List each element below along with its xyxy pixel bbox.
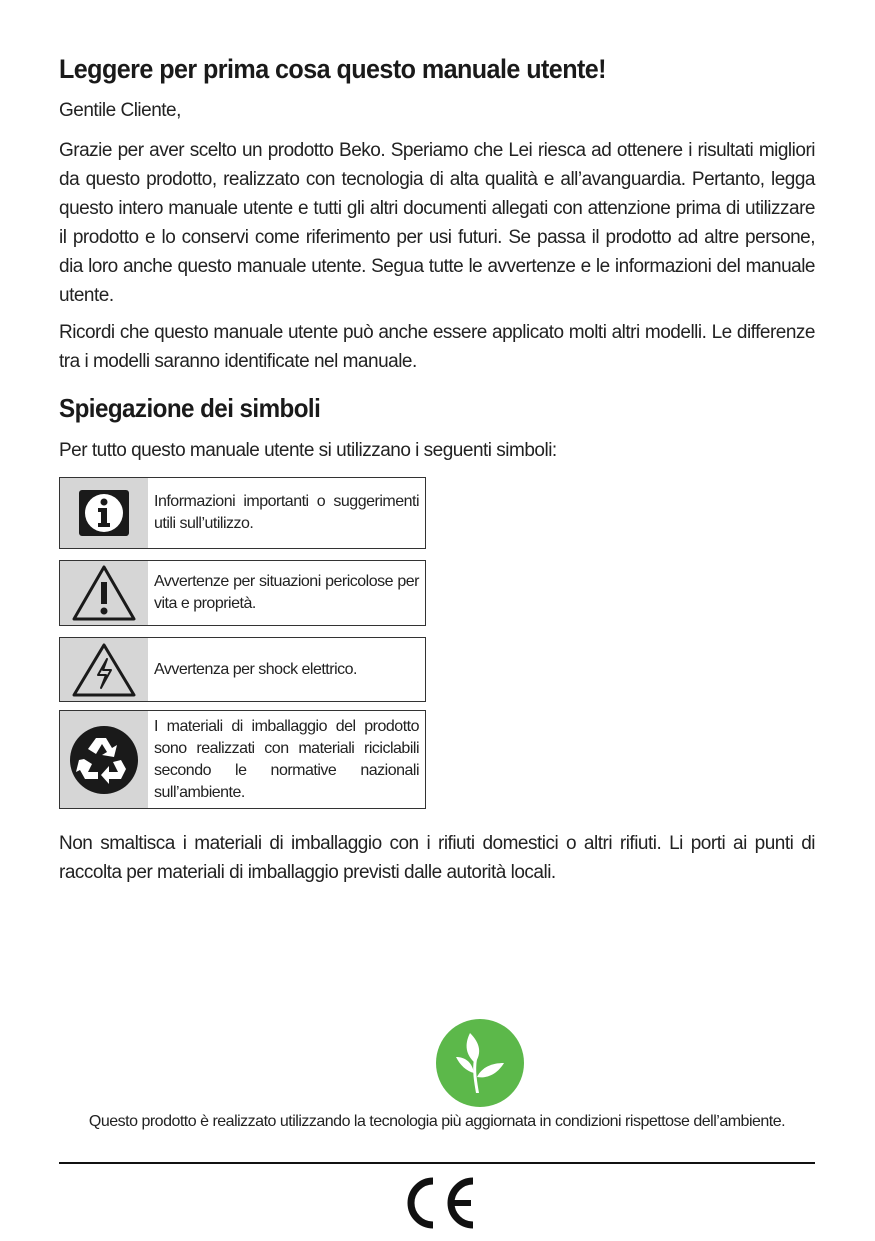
symbol-row-info xyxy=(59,477,426,549)
models-paragraph: Ricordi che questo manuale utente può anche essere applicato molti altri modelli. Le differenze tra i modelli saranno identificate nel manuale. xyxy=(59,322,815,372)
warning-symbol-description: Avvertenze per situazioni pericolose per vita e proprietà. xyxy=(154,573,419,612)
info-icon xyxy=(60,478,148,548)
warning-icon xyxy=(60,561,148,625)
info-symbol-description: Informazioni importanti o suggerimenti utili sull’utilizzo. xyxy=(154,493,419,532)
symbols-heading: Spiegazione dei simboli xyxy=(59,393,321,423)
disposal-paragraph: Non smaltisca i materiali di imballaggio con i rifiuti domestici o altri rifiuti. Li porti ai punti di raccolta per materiali di imballaggio previsti dalle autorità locali. xyxy=(59,833,815,883)
symbol-row-warning xyxy=(59,560,426,626)
symbol-row-electric xyxy=(59,637,426,702)
recycle-symbol-description: I materiali di imballaggio del prodotto sono realizzati con materiali riciclabili secondo le normative nazionali sull’ambiente. xyxy=(154,717,419,801)
symbols-intro-text: Per tutto questo manuale utente si utilizzano i seguenti simboli: xyxy=(59,440,557,461)
ce-mark-icon xyxy=(399,1175,479,1236)
symbol-row-recycle xyxy=(59,710,426,809)
electric-shock-icon xyxy=(60,638,148,701)
footer-divider xyxy=(59,1162,815,1164)
eco-note: Questo prodotto è realizzato utilizzando la tecnologia più aggiornata in condizioni rispettose dell’ambiente. xyxy=(88,1113,786,1130)
recycle-icon xyxy=(60,711,148,808)
greeting-text: Gentile Cliente, xyxy=(59,100,181,121)
intro-paragraph: Grazie per aver scelto un prodotto Beko. Speriamo che Lei riesca ad ottenere i risultati migliori da questo prodotto, realizzato con tecnologia di alta qualità e all’avanguardia. Pertanto, legga questo intero manuale utente e tutti gli altri documenti allegati con attenzione prima di utilizzare il prodotto e lo conservi come riferimento per usi futuri. Se passa il prodotto ad altre persone, dia loro anche questo manuale utente. Segua tutte le avvertenze e le informazioni del manuale utente. xyxy=(59,140,815,306)
main-heading: Leggere per prima cosa questo manuale utente! xyxy=(59,54,606,84)
eco-leaf-icon xyxy=(436,1019,524,1112)
electric-symbol-description: Avvertenza per shock elettrico. xyxy=(154,660,357,678)
